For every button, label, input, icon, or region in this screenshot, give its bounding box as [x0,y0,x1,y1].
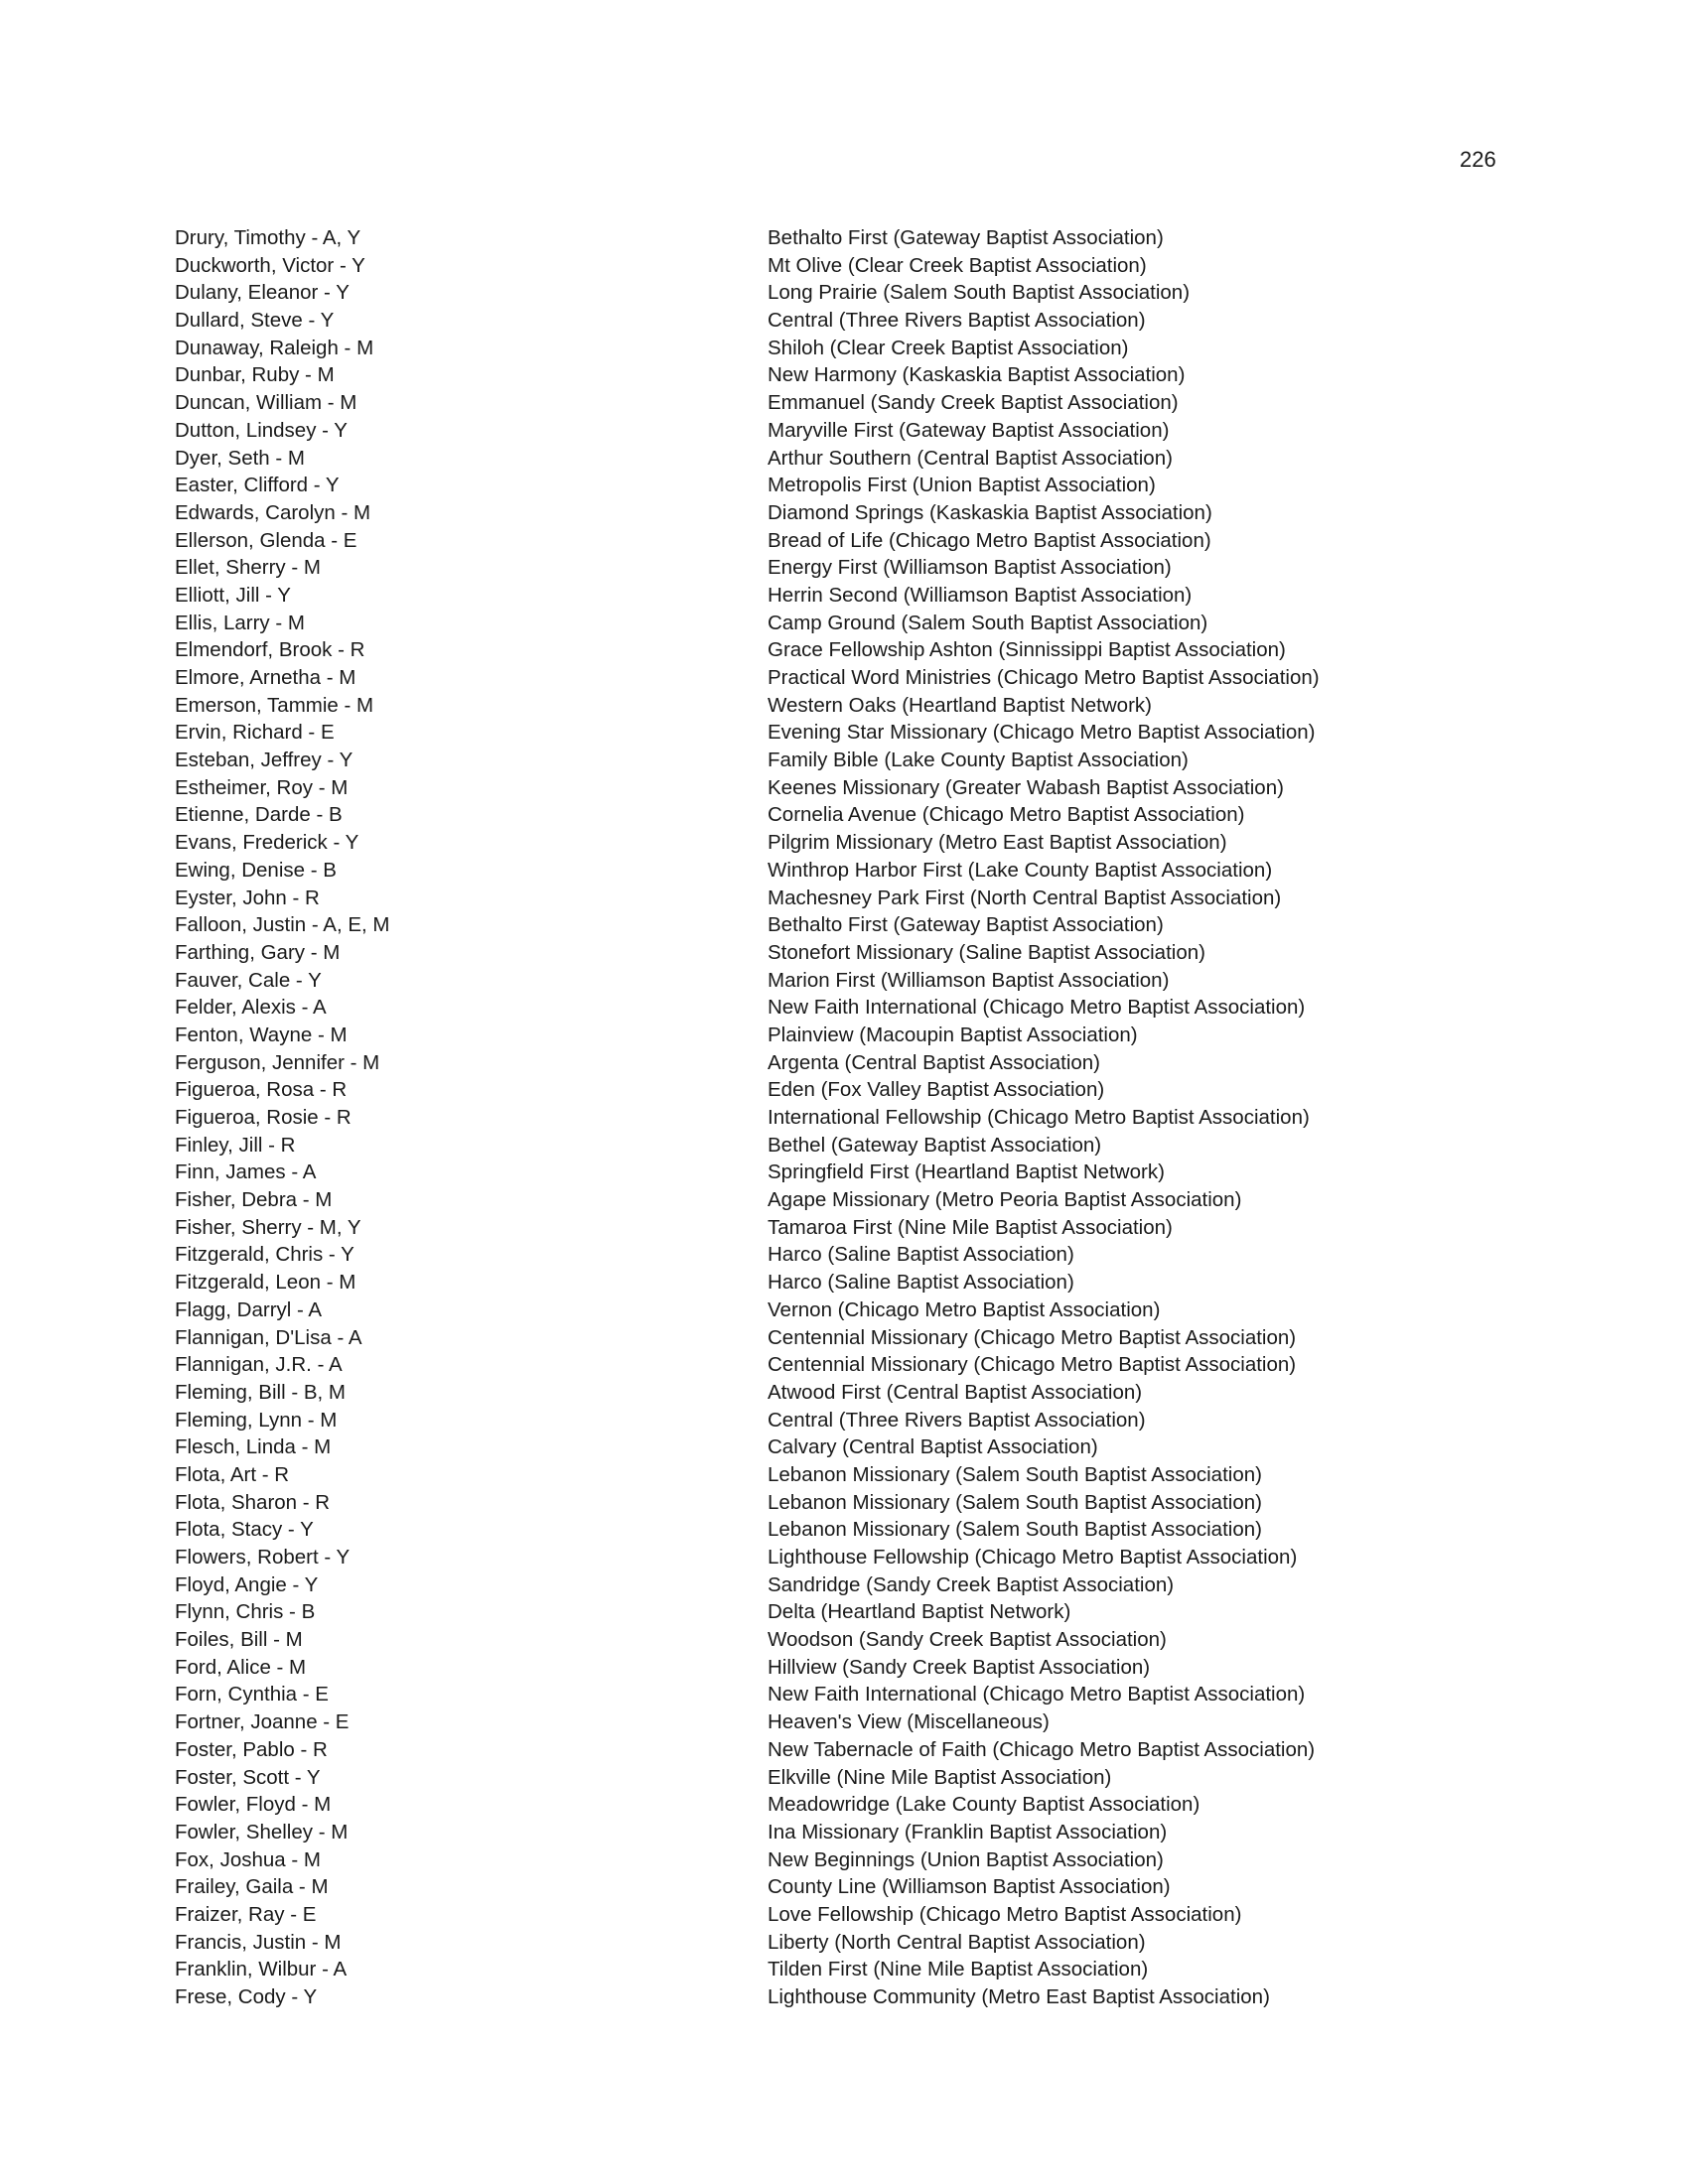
church-association: Mt Olive (Clear Creek Baptist Association) [768,253,1147,277]
church-association: Cornelia Avenue (Chicago Metro Baptist Association) [768,803,1245,827]
church-association: Marion First (Williamson Baptist Association) [768,968,1170,992]
member-name: Elmendorf, Brook - R [175,638,365,662]
member-name: Flagg, Darryl - A [175,1297,323,1321]
member-name: Fenton, Wayne - M [175,1023,348,1046]
church-association: Long Prairie (Salem South Baptist Association) [768,281,1191,305]
church-association: Bethel (Gateway Baptist Association) [768,1133,1102,1157]
church-association: Machesney Park First (North Central Baptist Association) [768,886,1282,909]
list-item [0,472,1692,499]
list-item [0,1214,1692,1242]
church-association: Lighthouse Community (Metro East Baptist Association) [768,1985,1270,2008]
church-association: Love Fellowship (Chicago Metro Baptist Association) [768,1902,1242,1926]
directory-list [0,224,1692,2011]
list-item [0,1269,1692,1297]
page-number: 226 [1460,147,1496,172]
church-association: Argenta (Central Baptist Association) [768,1050,1100,1074]
member-name: Fisher, Sherry - M, Y [175,1215,361,1239]
member-name: Ellerson, Glenda - E [175,528,357,552]
list-item [0,527,1692,555]
church-association: Western Oaks (Heartland Baptist Network) [768,693,1152,717]
member-name: Fisher, Debra - M [175,1188,333,1212]
member-name: Dutton, Lindsey - Y [175,418,348,442]
church-association: Winthrop Harbor First (Lake County Baptist Association) [768,858,1273,882]
list-item [0,1681,1692,1708]
church-association: Ina Missionary (Franklin Baptist Association) [768,1820,1168,1843]
church-association: Camp Ground (Salem South Baptist Association) [768,611,1208,634]
list-item [0,1929,1692,1957]
church-association: Keenes Missionary (Greater Wabash Baptist Association) [768,775,1284,799]
church-association: New Tabernacle of Faith (Chicago Metro Baptist Association) [768,1737,1316,1761]
member-name: Evans, Frederick - Y [175,831,359,855]
list-item [0,389,1692,417]
list-item [0,279,1692,307]
church-association: Elkville (Nine Mile Baptist Association) [768,1765,1112,1789]
church-association: Vernon (Chicago Metro Baptist Association) [768,1297,1161,1321]
church-association: Springfield First (Heartland Baptist Network) [768,1160,1165,1184]
member-name: Franklin, Wilbur - A [175,1958,348,1981]
list-item [0,1076,1692,1104]
list-item [0,1132,1692,1160]
church-association: Energy First (Williamson Baptist Association) [768,556,1172,580]
member-name: Ellet, Sherry - M [175,556,321,580]
list-item [0,1049,1692,1077]
list-item [0,1791,1692,1819]
church-association: Maryville First (Gateway Baptist Association) [768,418,1170,442]
member-name: Ford, Alice - M [175,1655,307,1679]
list-item [0,911,1692,939]
church-association: Arthur Southern (Central Baptist Association) [768,446,1173,470]
church-association: Lebanon Missionary (Salem South Baptist Association) [768,1518,1262,1542]
list-item [0,1159,1692,1186]
church-association: Plainview (Macoupin Baptist Association) [768,1023,1138,1046]
list-item [0,1873,1692,1901]
member-name: Falloon, Justin - A, E, M [175,913,390,937]
member-name: Finn, James - A [175,1160,317,1184]
list-item [0,307,1692,335]
member-name: Fauver, Cale - Y [175,968,322,992]
list-item [0,1433,1692,1461]
church-association: Bread of Life (Chicago Metro Baptist Association) [768,528,1211,552]
list-item [0,994,1692,1022]
member-name: Flota, Sharon - R [175,1490,331,1514]
church-association: International Fellowship (Chicago Metro Baptist Association) [768,1106,1310,1129]
list-item [0,1626,1692,1654]
list-item [0,885,1692,912]
member-name: Dunbar, Ruby - M [175,363,335,387]
member-name: Dyer, Seth - M [175,446,306,470]
church-association: Lighthouse Fellowship (Chicago Metro Baptist Association) [768,1546,1298,1569]
member-name: Farthing, Gary - M [175,940,341,964]
member-name: Duncan, William - M [175,391,357,415]
member-name: Finley, Jill - R [175,1133,296,1157]
member-name: Foster, Pablo - R [175,1737,328,1761]
list-item [0,499,1692,527]
church-association: New Faith International (Chicago Metro Baptist Association) [768,1683,1306,1706]
member-name: Floyd, Angie - Y [175,1572,319,1596]
church-association: Meadowridge (Lake County Baptist Association) [768,1793,1200,1817]
church-association: Bethalto First (Gateway Baptist Association) [768,226,1164,249]
list-item [0,1983,1692,2011]
list-item [0,1901,1692,1929]
church-association: Sandridge (Sandy Creek Baptist Association) [768,1572,1175,1596]
member-name: Frailey, Gaila - M [175,1875,329,1899]
list-item [0,1297,1692,1324]
member-name: Fox, Joshua - M [175,1847,321,1871]
member-name: Fraizer, Ray - E [175,1902,317,1926]
list-item [0,1708,1692,1736]
list-item [0,445,1692,473]
member-name: Drury, Timothy - A, Y [175,226,361,249]
list-item [0,610,1692,637]
list-item [0,1241,1692,1269]
list-item [0,335,1692,362]
member-name: Fowler, Floyd - M [175,1793,332,1817]
church-association: Metropolis First (Union Baptist Association) [768,474,1156,497]
member-name: Flannigan, J.R. - A [175,1353,343,1377]
member-name: Ellis, Larry - M [175,611,305,634]
member-name: Figueroa, Rosie - R [175,1106,352,1129]
church-association: Lebanon Missionary (Salem South Baptist Association) [768,1462,1262,1486]
church-association: Central (Three Rivers Baptist Association) [768,309,1146,333]
church-association: Eden (Fox Valley Baptist Association) [768,1078,1105,1102]
church-association: New Faith International (Chicago Metro Baptist Association) [768,996,1306,1020]
church-association: Herrin Second (Williamson Baptist Association) [768,583,1193,607]
member-name: Flowers, Robert - Y [175,1546,351,1569]
list-item [0,1846,1692,1874]
list-item [0,417,1692,445]
church-association: Emmanuel (Sandy Creek Baptist Association) [768,391,1179,415]
church-association: Hillview (Sandy Creek Baptist Association) [768,1655,1151,1679]
member-name: Easter, Clifford - Y [175,474,340,497]
list-item [0,252,1692,280]
list-item [0,857,1692,885]
member-name: Ferguson, Jennifer - M [175,1050,380,1074]
church-association: Evening Star Missionary (Chicago Metro Baptist Association) [768,721,1316,745]
member-name: Emerson, Tammie - M [175,693,374,717]
church-association: Agape Missionary (Metro Peoria Baptist Association) [768,1188,1242,1212]
list-item [0,1571,1692,1599]
member-name: Fleming, Bill - B, M [175,1380,346,1404]
church-association: Tilden First (Nine Mile Baptist Association) [768,1958,1149,1981]
member-name: Ervin, Richard - E [175,721,335,745]
member-name: Foiles, Bill - M [175,1628,303,1652]
member-name: Flota, Stacy - Y [175,1518,314,1542]
list-item [0,1461,1692,1489]
member-name: Frese, Cody - Y [175,1985,318,2008]
church-association: Shiloh (Clear Creek Baptist Association) [768,336,1129,359]
church-association: Bethalto First (Gateway Baptist Association) [768,913,1164,937]
member-name: Estheimer, Roy - M [175,775,349,799]
church-association: Tamaroa First (Nine Mile Baptist Association) [768,1215,1173,1239]
list-item [0,1324,1692,1352]
member-name: Fortner, Joanne - E [175,1710,350,1734]
church-association: Lebanon Missionary (Salem South Baptist Association) [768,1490,1262,1514]
member-name: Dullard, Steve - Y [175,309,335,333]
list-item [0,747,1692,774]
member-name: Elmore, Arnetha - M [175,666,356,689]
member-name: Fleming, Lynn - M [175,1408,338,1432]
church-association: Atwood First (Central Baptist Association) [768,1380,1143,1404]
list-item [0,719,1692,747]
member-name: Elliott, Jill - Y [175,583,291,607]
church-association: New Beginnings (Union Baptist Association) [768,1847,1164,1871]
member-name: Ewing, Denise - B [175,858,337,882]
member-name: Etienne, Darde - B [175,803,343,827]
member-name: Flota, Art - R [175,1462,290,1486]
list-item [0,554,1692,582]
list-item [0,224,1692,252]
member-name: Fitzgerald, Leon - M [175,1271,356,1295]
list-item [0,1516,1692,1544]
church-association: Stonefort Missionary (Saline Baptist Association) [768,940,1205,964]
church-association: Harco (Saline Baptist Association) [768,1271,1074,1295]
church-association: Practical Word Ministries (Chicago Metro Baptist Association) [768,666,1320,689]
church-association: Centennial Missionary (Chicago Metro Baptist Association) [768,1325,1297,1349]
list-item [0,1022,1692,1049]
church-association: Central (Three Rivers Baptist Association) [768,1408,1146,1432]
church-association: Pilgrim Missionary (Metro East Baptist Association) [768,831,1227,855]
member-name: Duckworth, Victor - Y [175,253,365,277]
member-name: Felder, Alexis - A [175,996,327,1020]
member-name: Forn, Cynthia - E [175,1683,329,1706]
church-association: Family Bible (Lake County Baptist Association) [768,749,1189,772]
member-name: Dulany, Eleanor - Y [175,281,350,305]
list-item [0,361,1692,389]
list-item [0,1351,1692,1379]
list-item [0,1407,1692,1434]
member-name: Figueroa, Rosa - R [175,1078,348,1102]
member-name: Fitzgerald, Chris - Y [175,1243,354,1267]
member-name: Foster, Scott - Y [175,1765,321,1789]
list-item [0,1379,1692,1407]
member-name: Flesch, Linda - M [175,1435,332,1459]
member-name: Esteban, Jeffrey - Y [175,749,353,772]
list-item [0,801,1692,829]
church-association: Grace Fellowship Ashton (Sinnissippi Baptist Association) [768,638,1286,662]
list-item [0,1544,1692,1571]
list-item [0,636,1692,664]
list-item [0,1654,1692,1682]
list-item [0,1598,1692,1626]
list-item [0,1104,1692,1132]
list-item [0,1489,1692,1517]
church-association: Heaven's View (Miscellaneous) [768,1710,1050,1734]
church-association: Diamond Springs (Kaskaskia Baptist Association) [768,500,1212,524]
member-name: Eyster, John - R [175,886,320,909]
church-association: Centennial Missionary (Chicago Metro Baptist Association) [768,1353,1297,1377]
list-item [0,1764,1692,1792]
church-association: Delta (Heartland Baptist Network) [768,1600,1071,1624]
list-item [0,1819,1692,1846]
list-item [0,582,1692,610]
church-association: New Harmony (Kaskaskia Baptist Association) [768,363,1186,387]
member-name: Flannigan, D'Lisa - A [175,1325,362,1349]
member-name: Flynn, Chris - B [175,1600,316,1624]
list-item [0,1186,1692,1214]
member-name: Dunaway, Raleigh - M [175,336,374,359]
member-name: Francis, Justin - M [175,1930,342,1954]
list-item [0,829,1692,857]
list-item [0,664,1692,692]
church-association: Woodson (Sandy Creek Baptist Association) [768,1628,1167,1652]
church-association: Calvary (Central Baptist Association) [768,1435,1098,1459]
church-association: Harco (Saline Baptist Association) [768,1243,1074,1267]
list-item [0,1736,1692,1764]
list-item [0,1956,1692,1983]
list-item [0,692,1692,720]
member-name: Edwards, Carolyn - M [175,500,371,524]
list-item [0,967,1692,995]
list-item [0,774,1692,802]
member-name: Fowler, Shelley - M [175,1820,349,1843]
church-association: County Line (Williamson Baptist Association) [768,1875,1171,1899]
church-association: Liberty (North Central Baptist Association) [768,1930,1146,1954]
list-item [0,939,1692,967]
